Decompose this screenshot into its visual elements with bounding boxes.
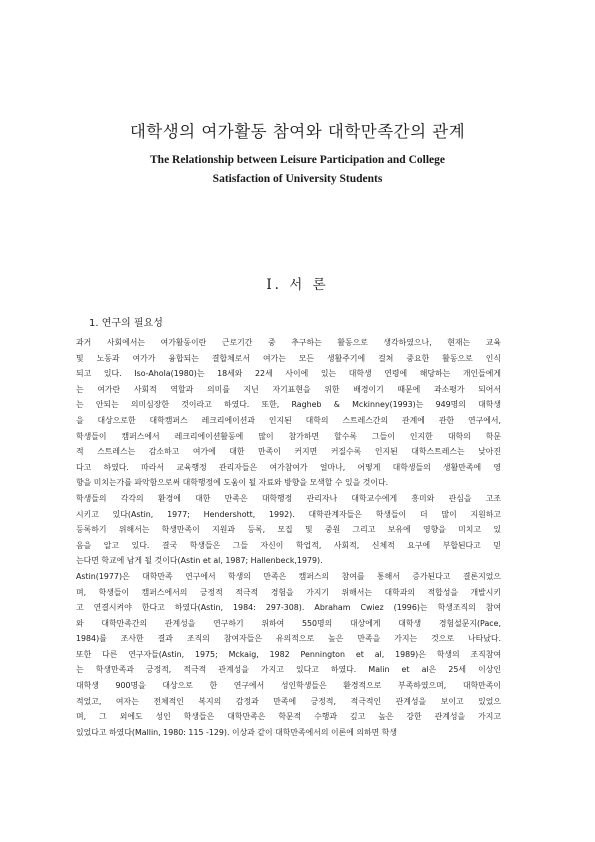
body-line: 는 학생만족과 긍정적, 적극적 관계성을 가지고 있다고 하였다. Malin et al은 25세 이상인: [76, 665, 501, 675]
korean-title: 대학생의 여가활동 참여와 대학만족간의 관계: [129, 122, 466, 141]
body-line: 을 대상으로한 대학캠퍼스 레크리에이션과 인지된 대학의 스트레스간의 관계에 관한 연구에서,: [76, 415, 501, 425]
body-line: 적 스트레스는 감소하고 여가에 대한 만족이 커지면 커질수록 인지된 대학스트레스는 낮아진: [76, 447, 501, 457]
body-line: 또한 다른 연구자들(Astin, 1975; Mckaig, 1982 Pennington et al, 1989)은 학생의 조직참여: [76, 649, 501, 659]
english-title: [0, 151, 595, 189]
body-line: 되고 있다. Iso-Ahola(1980)는 18세와 22세 사이에 있는 대학생 연령에 해당하는 개인들에게: [76, 369, 501, 379]
body-line: 고 연결시켜야 한다고 하였다(Astin, 1984: 297-308). Abraham Cwiez (1996)는 학생조직의 참여: [76, 603, 501, 613]
sub-heading: 1. 연구의 필요성: [89, 318, 163, 329]
body-line: 며, 학생들이 캠퍼스에서의 긍정적 적극적 경험을 가지기 위해서는 대학과의 적합성을 개발시키: [76, 587, 501, 597]
body-line: 며, 그 외에도 성인 학생들은 대학만족은 학문적 수행과 깊고 높은 강한 관계성을 가지고: [76, 712, 501, 722]
body-line: 는다면 학교에 남게 될 것이다(Astin et al, 1987; Hallenbeck,1979).: [76, 556, 323, 566]
body-line: 과거 사회에서는 여가활동이란 근로기간 중 추구하는 활동으로 생각하였으나, 현재는 교육: [76, 338, 501, 347]
body-line: 등록하기 위해서는 학생만족이 지원과 등록, 모집 및 중원 그리고 보유에 영향을 미치고 있: [76, 525, 501, 535]
section-heading: Ⅰ. 서 론: [266, 277, 329, 293]
body-line: 시키고 있다(Astin, 1977; Hendershott, 1992). 대학관계자들은 학생들이 더 많이 지원하고: [76, 509, 501, 519]
body-line: 및 노동과 여가가 융합되는 결합체로서 여가는 모든 생활주기에 걸쳐 중요한 활동으로 인식: [76, 353, 501, 363]
body-line: 학생들이 캠퍼스에서 레크리에이션활동에 많이 참가하면 할수록 그들이 인지한 대학의 학문: [76, 431, 501, 441]
body-line: 적었고, 여자는 전체적인 복지의 감정과 만족에 긍정적, 적극적인 관계성을 보이고 있었으: [76, 696, 501, 706]
body-line: 와 대학만족간의 관계성을 연구하기 위하여 550명의 대상에게 대학생 경험설문지(Pace,: [76, 618, 501, 628]
body-line: 1984)를 조사한 결과 조직의 참여자들은 유의적으로 높은 만족을 가지는 것으로 나타났다.: [76, 634, 501, 644]
body-line: 있었다고 하였다(Mallin, 1980: 115 -129). 이상과 같이 대학만족에서의 이론에 의하면 학생: [76, 727, 397, 737]
body-line: Astin(1977)은 대학만족 연구에서 학생의 만족은 캠퍼스의 참여를 통해서 증가된다고 결론지었으: [76, 571, 501, 581]
body-text: [76, 335, 501, 740]
english-title-line-1: The Relationship between Leisure Participation and College: [150, 154, 445, 166]
body-line: 는 여가란 사회적 역할과 의미를 지닌 자기표현을 위한 배경이기 때문에 과소평가 되어서: [76, 384, 501, 394]
body-line: 대학생 900명을 대상으로 한 연구에서 성인학생들은 환경적으로 부족하였으며, 대학만족이: [76, 681, 501, 691]
body-line: 향을 미치는가를 파악함으로써 대학행정에 도움이 될 자료와 방향을 모색할 수 있을 것이다.: [76, 478, 389, 488]
body-line: 음을 알고 있다. 결국 학생들은 그들 자신이 학업적, 사회적, 신체적 요구에 부합된다고 믿: [76, 540, 501, 550]
body-line: 는 안되는 의미심장한 것이라고 하였다. 또한, Ragheb & Mckinney(1993)는 949명의 대학생: [76, 400, 501, 410]
body-line: 다고 하였다. 따라서 교육행정 관리자들은 여가참여가 얼마나, 어떻게 대학생들의 생활만족에 영: [76, 462, 501, 472]
body-line: 학생들의 각각의 환경에 대한 만족은 대학행정 관리자나 대학교수에게 흥미와 관심을 고조: [76, 493, 501, 503]
english-title-line-2: Satisfaction of University Students: [212, 173, 383, 185]
